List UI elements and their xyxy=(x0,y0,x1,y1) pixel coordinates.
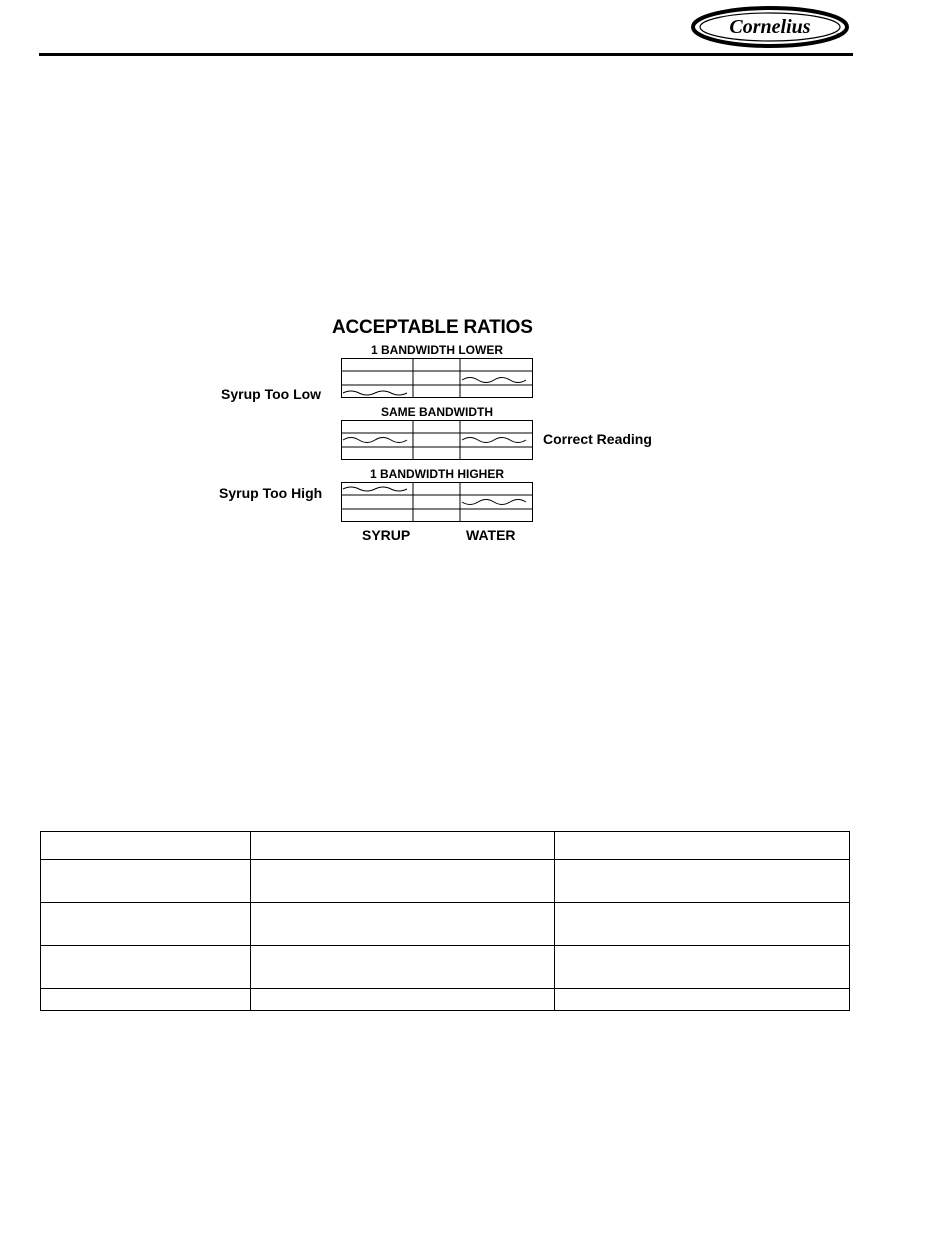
table-cell xyxy=(554,860,850,902)
diagram-title: ACCEPTABLE RATIOS xyxy=(332,317,533,338)
gauge-bandwidth-lower xyxy=(341,358,533,398)
table-cell xyxy=(554,946,850,988)
band-lower-label: 1 BANDWIDTH LOWER xyxy=(371,343,503,357)
table-row xyxy=(41,832,849,860)
table-cell xyxy=(250,946,554,988)
table-cell xyxy=(250,832,554,859)
table-cell xyxy=(41,946,250,988)
table-cell xyxy=(41,860,250,902)
correct-reading-label: Correct Reading xyxy=(543,431,652,447)
table-cell xyxy=(554,989,850,1010)
acceptable-ratios-diagram xyxy=(0,0,950,600)
syrup-too-low-label: Syrup Too Low xyxy=(221,386,322,402)
table-cell xyxy=(250,989,554,1010)
syrup-column-label: SYRUP xyxy=(362,527,411,543)
svg-text:Cornelius: Cornelius xyxy=(729,16,811,38)
band-higher-label: 1 BANDWIDTH HIGHER xyxy=(370,467,504,481)
table-row xyxy=(41,903,849,946)
table-cell xyxy=(250,903,554,945)
table-cell xyxy=(41,989,250,1010)
gauge-bandwidth-higher xyxy=(341,482,533,522)
table-cell xyxy=(41,903,250,945)
syrup-too-high-label: Syrup Too High xyxy=(219,485,323,501)
table-cell xyxy=(250,860,554,902)
table-cell xyxy=(554,903,850,945)
data-table xyxy=(40,831,850,1011)
table-row xyxy=(41,860,849,903)
table-cell xyxy=(41,832,250,859)
band-same-label: SAME BANDWIDTH xyxy=(381,405,493,419)
table-row xyxy=(41,946,849,989)
table-cell xyxy=(554,832,850,859)
gauge-same-bandwidth xyxy=(341,420,533,460)
water-column-label: WATER xyxy=(466,527,516,543)
table-row xyxy=(41,989,849,1010)
svg-text:®: ® xyxy=(836,34,841,40)
